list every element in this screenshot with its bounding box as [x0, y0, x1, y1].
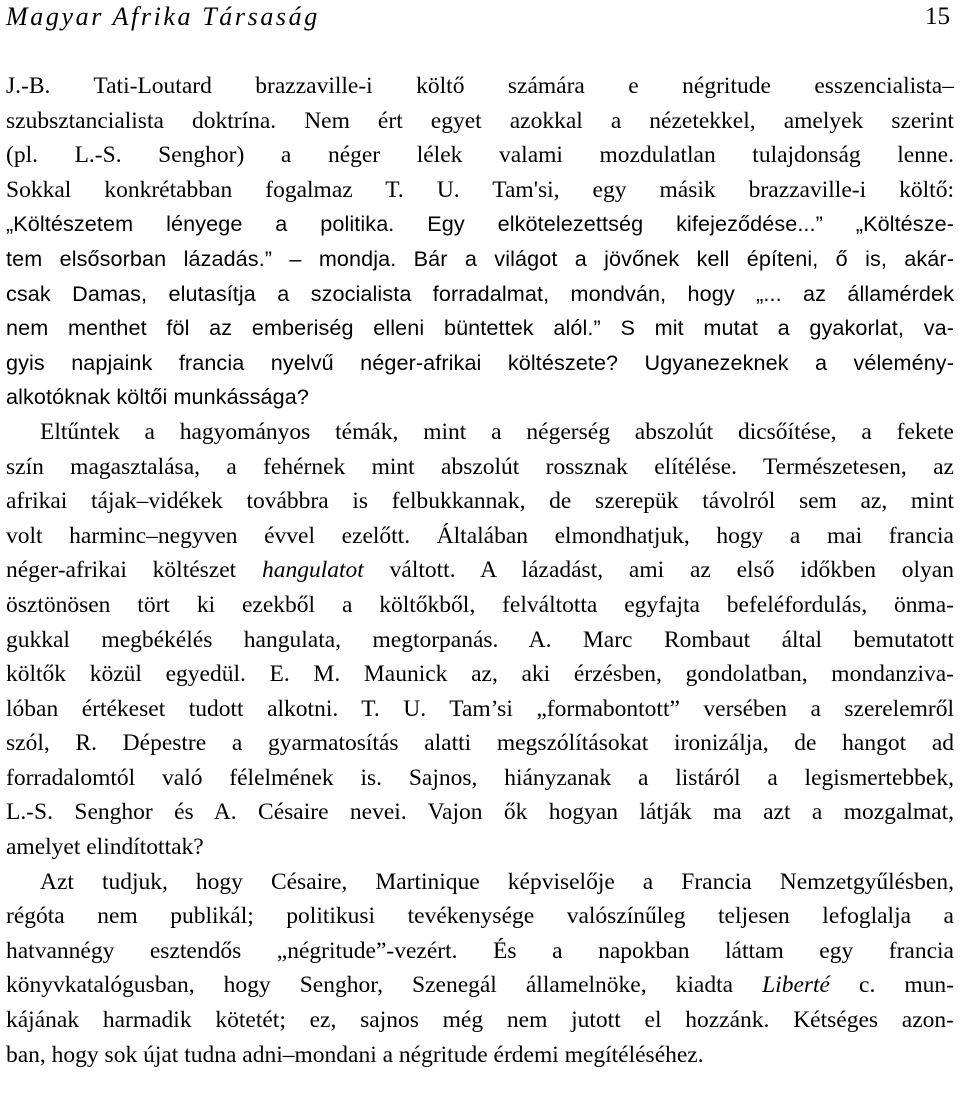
text-run: szól, R. Dépestre a gyarmatosítás alatti megszólításokat ironizálja, de hangot ad [6, 730, 954, 757]
text-run: tem elsősorban lázadás.” – mondja. Bár a világot a jövőnek kell építeni, ő is, akár- [6, 245, 954, 271]
paragraph-3 [6, 865, 954, 1073]
text-run: J.-B. Tati-Loutard brazzaville-i költő számára e négritude esszencialista– [6, 73, 954, 99]
text-line [6, 761, 954, 796]
text-run: kájának harmadik kötetét; ez, sajnos még nem jutott el hozzánk. Kétséges azon- [6, 1007, 954, 1034]
text-line [6, 173, 954, 208]
text-run: költők közül egyedül. E. M. Maunick az, aki érzésben, gondolatban, mondanziva- [6, 661, 954, 688]
text-line [6, 726, 954, 761]
text-run: ban, hogy sok újat tudna adni–mondani a négritude érdemi megítéléséhez. [6, 1041, 704, 1068]
text-line [6, 346, 954, 381]
text-line [6, 484, 954, 519]
text-run: szubsztancialista doktrína. Nem ért egyet azokkal a nézetekkel, amelyek szerint [6, 107, 954, 134]
text-run: könyvkatalógusban, hogy Senghor, Szenegál államelnöke, kiadta [6, 972, 763, 999]
text-run: afrikai tájak–vidékek továbbra is felbukkannak, de szerepük távolról sem az, mint [6, 488, 954, 515]
text-run: gukkal megbékélés hangulata, megtorpanás. A. Marc Rombaut által bemutatott [6, 626, 954, 653]
paragraph-1 [6, 69, 954, 415]
text-run: gyis napjaink francia nyelvű néger-afrikai költészete? Ugyanezeknek a vélemény- [6, 349, 954, 375]
text-line [6, 277, 954, 312]
text-run: amelyet elindítottak? [6, 834, 204, 861]
text-run: c. mun- [829, 972, 954, 999]
text-run: Sokkal konkrétabban fogalmaz T. U. Tam'si, egy másik brazzaville-i költő: [6, 176, 954, 203]
text-run: lóban értékeset tudott alkotni. T. U. Tam’si „formabontott” versében a szerelemről [6, 695, 954, 722]
journal-title: Magyar Afrika Társaság [6, 2, 320, 31]
text-line [6, 934, 954, 969]
italic-text: Liberté [762, 972, 830, 999]
body-text [6, 69, 954, 1072]
text-run: szín magasztalása, a fehérnek mint abszolút rossznak elítélése. Természetesen, az [6, 453, 954, 480]
text-line [6, 380, 954, 415]
text-line [6, 519, 954, 554]
text-run: forradalomtól való félelmének is. Sajnos, hiányzanak a listáról a legismertebbek, [6, 764, 954, 791]
text-line [6, 657, 954, 692]
text-run: hatvannégy esztendős „négritude”-vezért. És a napokban láttam egy francia [6, 937, 954, 964]
text-run: csak Damas, elutasítja a szocialista forradalmat, mondván, hogy „... az államérdek [6, 280, 954, 306]
text-line [6, 1003, 954, 1038]
text-run: régóta nem publikál; politikusi tevékenysége valószínűleg teljesen lefoglalja a [6, 903, 954, 930]
text-run: ösztönösen tört ki ezekből a költőkből, felváltotta egyfajta befeléfordulás, önma- [6, 591, 954, 618]
text-run: L.-S. Senghor és A. Césaire nevei. Vajon ők hogyan látják ma azt a mozgalmat, [6, 799, 954, 826]
text-line [6, 311, 954, 346]
text-line [6, 450, 954, 485]
text-line [6, 1038, 954, 1073]
text-run: volt harminc–negyven évvel ezelőtt. Általában elmondhatjuk, hogy a mai francia [6, 522, 954, 549]
text-line [6, 138, 954, 173]
text-line [6, 242, 954, 277]
text-line [6, 104, 954, 139]
text-run: Eltűntek a hagyományos témák, mint a négerség abszolút dicsőítése, a fekete [40, 418, 954, 445]
text-run: néger-afrikai költészet [6, 557, 262, 584]
text-line [6, 415, 954, 450]
text-line [6, 553, 954, 588]
text-run: Azt tudjuk, hogy Césaire, Martinique képviselője a Francia Nemzetgyűlésben, [40, 868, 954, 895]
text-line [6, 968, 954, 1003]
text-run: nem menthet föl az emberiség elleni büntettek alól.” S mit mutat a gyakorlat, va- [6, 315, 954, 341]
text-line [6, 588, 954, 623]
paragraph-2 [6, 415, 954, 865]
text-run: váltott. A lázadást, ami az első időkben olyan [363, 557, 954, 584]
text-line [6, 865, 954, 900]
text-run: (pl. L.-S. Senghor) a néger lélek valami mozdulatlan tulajdonság lenne. [6, 142, 954, 169]
page-header [6, 0, 950, 34]
text-line [6, 623, 954, 658]
page-number: 15 [925, 3, 950, 30]
text-line [6, 830, 954, 865]
text-line [6, 207, 954, 242]
text-line [6, 692, 954, 727]
text-line [6, 899, 954, 934]
text-run: „Költészetem lényege a politika. Egy elkötelezettség kifejeződése...” „Költésze- [6, 211, 954, 237]
text-line [6, 795, 954, 830]
text-run: alkotóknak költői munkássága? [6, 384, 309, 410]
italic-text: hangulatot [262, 557, 364, 584]
text-line [6, 69, 954, 104]
